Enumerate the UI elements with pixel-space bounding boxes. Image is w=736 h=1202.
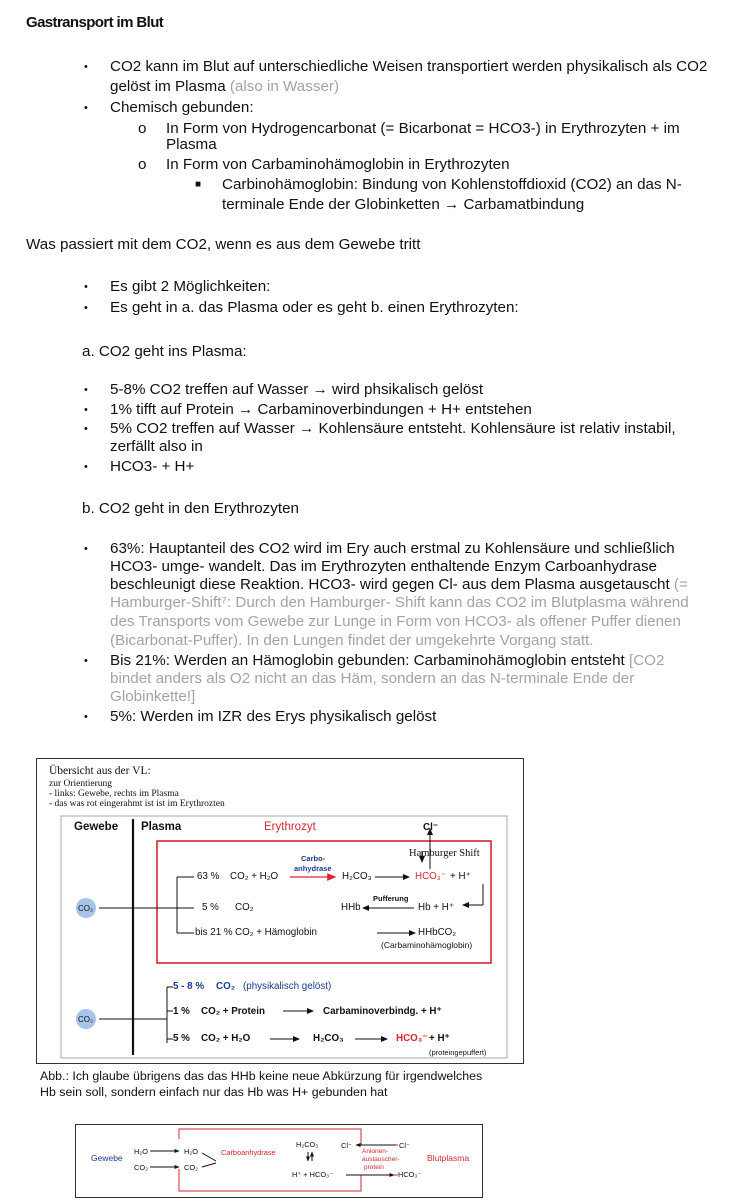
text-line: HCO3- + H+: [110, 458, 195, 475]
text-line: Globinkette!]: [110, 688, 196, 705]
reaction-text: CO₂ + Hämoglobin: [235, 927, 317, 938]
text-line: Carbinohämoglobin: Bindung von Kohlenstoffdioxid (CO2) an das N-: [222, 176, 682, 193]
bicarbonate-label: HCO₃⁻: [415, 871, 446, 882]
pufferung-label: Pufferung: [373, 894, 409, 903]
text-line: gelöst im Plasma (also in Wasser): [110, 78, 340, 95]
figure-note: Übersicht aus der VL:: [49, 765, 151, 777]
text-line: zerfällt also in: [110, 438, 203, 455]
bullet-dot: •: [84, 655, 88, 667]
plasma-text: CO₂: [216, 981, 236, 992]
molecule-label: H₂O: [184, 1147, 198, 1156]
plasma-text: + H⁺: [429, 1033, 450, 1044]
connector: [202, 1163, 216, 1167]
plasma-text: H₂CO₃: [313, 1033, 344, 1044]
enzyme-label: Carbo-: [301, 854, 326, 863]
column-header-plasma: Plasma: [141, 821, 182, 833]
text-line: HCO3- umge- wandelt. Das im Erythrozyten enthaltende Enzym Carboanhydrase: [110, 558, 658, 575]
bullet-dot: •: [84, 404, 88, 416]
text-line: Es geht in a. das Plasma oder es geht b. einen Erythrozyten:: [110, 299, 519, 316]
enzyme-label: Carboanhydrase: [221, 1148, 276, 1157]
chloride-label: Cl⁻: [423, 822, 438, 833]
bullet-dot: •: [84, 711, 88, 723]
plasma-text: CO₂ + H₂O: [201, 1033, 251, 1044]
reaction-text: (Carbaminohämoglobin): [381, 940, 473, 950]
blutplasma-label: Blutplasma: [427, 1153, 470, 1163]
figure-note: zur Orientierung: [49, 779, 113, 789]
subheading-a: a. CO2 geht ins Plasma:: [82, 343, 247, 360]
molecule-label: CO₂: [134, 1163, 148, 1172]
subheading-b: b. CO2 geht in den Erythrozyten: [82, 500, 299, 517]
reaction-text: CO₂: [235, 902, 254, 913]
molecule-label: H₂O: [134, 1147, 148, 1156]
plasma-text: (proteingepuffert): [429, 1048, 487, 1057]
reaction-text: CO₂ + H₂O: [230, 871, 279, 882]
bullet-circle: o: [138, 156, 147, 173]
figure-caption: Abb.: Ich glaube übrigens das das HHb keine neue Abkürzung für irgendwelches: [40, 1069, 483, 1083]
co2-bubble-label: CO₂: [78, 1015, 94, 1024]
text-line: terminale Ende der Globinketten → Carbamatbindung: [222, 196, 585, 213]
percent-21: bis 21 %: [195, 927, 233, 938]
gewebe-label: Gewebe: [91, 1153, 123, 1163]
bullet-dot: •: [84, 423, 88, 435]
text-line: Hamburger-Shift⁷: Durch den Hamburger- Shift kann das CO2 im Blutplasma während: [110, 594, 689, 611]
exchanger-label: protein: [364, 1164, 384, 1171]
text-line: Bis 21%: Werden an Hämoglobin gebunden: Carbaminohämoglobin entsteht [CO2: [110, 652, 665, 669]
molecule-label: CO₂: [184, 1163, 198, 1172]
plasma-text: (physikalisch gelöst): [243, 981, 332, 992]
bullet-square: ■: [195, 179, 202, 190]
text-line: (Bicarbonat-Puffer). In den Lungen findet der umgekehrte Vorgang statt.: [110, 632, 594, 649]
membrane-outline: [179, 1169, 361, 1191]
reaction-text: Hb + H⁺: [418, 902, 454, 913]
text-line: 5%: Werden im IZR des Erys physikalisch gelöst: [110, 708, 437, 725]
column-header-erythrozyt: Erythrozyt: [264, 821, 316, 833]
text-line: In Form von Hydrogencarbonat (= Bicarbonat = HCO3-) in Erythrozyten + im: [166, 120, 680, 137]
reaction-text: H₂CO₃: [342, 871, 372, 882]
connector: [202, 1153, 216, 1161]
reaction-text: HHb: [341, 902, 361, 913]
exchanger-label: austauscher-: [362, 1156, 400, 1163]
molecule-label: H⁺ + HCO₃⁻: [292, 1170, 333, 1179]
co2-bubble-label: CO₂: [78, 904, 94, 913]
bullet-dot: •: [84, 461, 88, 473]
plasma-text: CO₂ + Protein: [201, 1006, 265, 1017]
text-line: Es gibt 2 Möglichkeiten:: [110, 278, 271, 295]
text-line: 5% CO2 treffen auf Wasser → Kohlensäure entsteht. Kohlensäure ist relativ instabil,: [110, 420, 676, 437]
molecule-label: Cl⁻: [341, 1141, 352, 1150]
hamburger-shift-label: Hamburger Shift: [409, 848, 480, 859]
bullet-dot: •: [84, 61, 88, 73]
column-header-gewebe: Gewebe: [74, 821, 119, 833]
molecule-label: Cl⁻: [399, 1141, 410, 1150]
page-title: Gastransport im Blut: [26, 14, 164, 31]
text-line: 1% tifft auf Protein → Carbaminoverbindungen + H+ entstehen: [110, 401, 532, 418]
text-line: bindet anders als O2 nicht an das Häm, sondern an das N-terminale Ende der: [110, 670, 635, 687]
figure-note: - das was rot eingerahmt ist ist im Erythrozten: [49, 799, 225, 809]
figure-overview: [36, 758, 524, 1064]
plasma-text: Carbaminoverbindg. + H⁺: [323, 1006, 442, 1017]
bicarbonate-label: HCO₃⁻: [396, 1033, 428, 1044]
text-line: 63%: Hauptanteil des CO2 wird im Ery auch erstmal zu Kohlensäure und schließlich: [110, 540, 675, 557]
text-line: 5-8% CO2 treffen auf Wasser → wird phsikalisch gelöst: [110, 381, 484, 398]
figure-exchange: [75, 1124, 483, 1198]
membrane-outline: [179, 1129, 361, 1145]
reaction-text: HHbCO₂: [418, 927, 457, 938]
bullet-dot: •: [84, 384, 88, 396]
bullet-circle: o: [138, 120, 147, 137]
reaction-text: + H⁺: [450, 871, 471, 882]
bullet-dot: •: [84, 102, 88, 114]
enzyme-label: anhydrase: [294, 864, 332, 873]
molecule-label: HCO₃⁻: [398, 1170, 422, 1179]
figure-note: - links: Gewebe, rechts im Plasma: [49, 789, 179, 799]
percent-63: 63 %: [197, 871, 220, 882]
percent-5: 5 %: [202, 902, 219, 913]
figure-caption: Hb sein soll, sondern einfach nur das Hb was H+ gebunden hat: [40, 1085, 388, 1099]
plasma-percent: 5 - 8 %: [173, 981, 205, 992]
text-line: Chemisch gebunden:: [110, 99, 254, 116]
text-line: CO2 kann im Blut auf unterschiedliche Weisen transportiert werden physikalisch als CO2: [110, 58, 708, 75]
text-line: beschleunigt diese Reaktion. HCO3- wird gegen Cl- aus dem Plasma ausgetauscht (=: [110, 576, 688, 593]
bullet-dot: •: [84, 543, 88, 555]
plasma-percent: 1 %: [173, 1006, 190, 1017]
figure-exchange-diagram: [76, 1125, 482, 1197]
bullet-dot: •: [84, 302, 88, 314]
question-line: Was passiert mit dem CO2, wenn es aus dem Gewebe tritt: [26, 236, 421, 253]
bullet-dot: •: [84, 281, 88, 293]
plasma-percent: 5 %: [173, 1033, 190, 1044]
text-line: In Form von Carbaminohämoglobin in Erythrozyten: [166, 156, 510, 173]
exchanger-label: Anionen-: [362, 1148, 389, 1155]
molecule-label: H₂CO₃: [296, 1140, 319, 1149]
text-line: Plasma: [166, 136, 217, 153]
text-line: des Transports vom Gewebe zur Lunge in Form von HCO3- als offener Puffer dienen: [110, 613, 681, 630]
